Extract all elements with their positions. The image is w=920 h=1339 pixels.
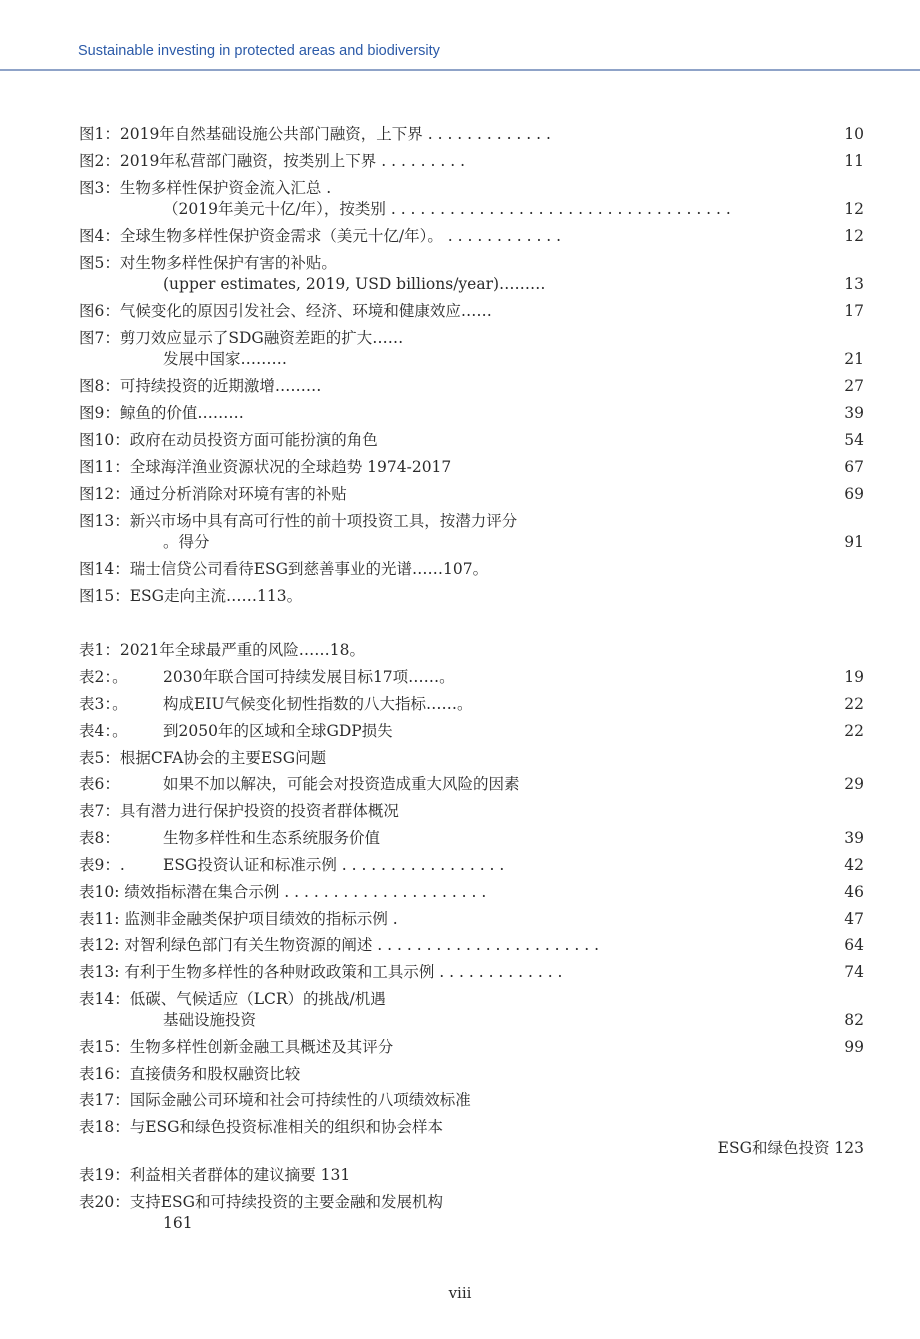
toc-entry-figure-13-cont[interactable] (163, 532, 864, 552)
toc-entry-continuation: 发展中国家……… (163, 350, 288, 368)
toc-page-number: 21 (844, 350, 864, 368)
toc-entry-figure-2[interactable] (79, 151, 864, 171)
toc-page-number: 12 (844, 227, 864, 245)
toc-entry-title: 图8：可持续投资的近期激增……… (79, 377, 322, 395)
toc-entry-title: 表4：。 (79, 722, 128, 740)
toc-entry-title: 图9：鲸鱼的价值……… (79, 404, 244, 422)
toc-page-number: 11 (844, 152, 864, 170)
toc-entry-table-9[interactable] (79, 855, 864, 875)
toc-entry-title: 图6：气候变化的原因引发社会、经济、环境和健康效应…… (79, 302, 492, 320)
toc-page-number: 10 (844, 125, 864, 143)
toc-page-number: 29 (844, 775, 864, 793)
toc-entry-title: 图7：剪刀效应显示了SDG融资差距的扩大…… (79, 329, 404, 347)
toc-entry-figure-8[interactable] (79, 376, 864, 396)
toc-entry-figure-3[interactable] (79, 178, 864, 198)
toc-entry-title: 图5：对生物多样性保护有害的补贴。 (79, 254, 337, 272)
toc-entry-title: 表12: 对智利绿色部门有关生物资源的阐述 . . . . . . . . . . . . . . . . . . . . . . . (79, 936, 600, 954)
toc-entry-table-20[interactable] (79, 1192, 864, 1212)
toc-entry-table-15[interactable] (79, 1037, 864, 1057)
toc-entry-continuation: 161 (163, 1214, 193, 1232)
toc-page-number: 13 (844, 275, 864, 293)
toc-entry-table-20-cont[interactable] (163, 1213, 864, 1233)
toc-page-number: 54 (844, 431, 864, 449)
header-title: Sustainable investing in protected areas and biodiversity (78, 43, 440, 59)
toc-page-number: 69 (844, 485, 864, 503)
toc-page-number: 46 (844, 883, 864, 901)
toc-entry-title: 表10: 绩效指标潜在集合示例 . . . . . . . . . . . . . . . . . . . . . (79, 883, 487, 901)
toc-entry-title: 表8： (79, 829, 120, 847)
toc-entry-table-19[interactable] (79, 1165, 864, 1185)
toc-entry-continuation: 生物多样性和生态系统服务价值 (163, 829, 381, 847)
toc-page-number: 64 (844, 936, 864, 954)
toc-entry-title: 图10：政府在动员投资方面可能扮演的角色 (79, 431, 378, 449)
toc-page-number: 74 (844, 963, 864, 981)
toc-page-number: 19 (844, 668, 864, 686)
toc-entry-title: 图14：瑞士信贷公司看待ESG到慈善事业的光谱……107。 (79, 560, 489, 578)
toc-page-number: 99 (844, 1038, 864, 1056)
toc-entry-title: 图13：新兴市场中具有高可行性的前十项投资工具，按潜力评分 (79, 512, 518, 530)
toc-entry-table-14[interactable] (79, 989, 864, 1009)
toc-entry-table-7[interactable] (79, 801, 864, 821)
toc-entry-title: 图12：通过分析消除对环境有害的补贴 (79, 485, 347, 503)
toc-entry-title: 表9：. (79, 856, 125, 874)
toc-entry-table-12[interactable] (79, 935, 864, 955)
toc-entry-continuation: 基础设施投资 (163, 1011, 257, 1029)
toc-entry-table-10[interactable] (79, 882, 864, 902)
toc-page-number: 39 (844, 404, 864, 422)
toc-entry-title: 表20：支持ESG和可持续投资的主要金融和发展机构 (79, 1193, 444, 1211)
toc-entry-title: 图2：2019年私营部门融资，按类别上下界 . . . . . . . . . (79, 152, 465, 170)
toc-entry-figure-12[interactable] (79, 484, 864, 504)
toc-entry-title: 表1：2021年全球最严重的风险……18。 (79, 641, 366, 659)
toc-page-number: 82 (844, 1011, 864, 1029)
toc-entry-table-4[interactable] (79, 721, 864, 741)
toc-entry-title: 表11: 监测非金融类保护项目绩效的指标示例 . (79, 910, 398, 928)
toc-page-number: 47 (844, 910, 864, 928)
toc-page-number: 39 (844, 829, 864, 847)
toc-entry-figure-5-cont[interactable] (163, 274, 864, 294)
toc-entry-title: 表7：具有潜力进行保护投资的投资者群体概况 (79, 802, 399, 820)
toc-entry-table-5[interactable] (79, 748, 864, 768)
toc-entry-title: 表5：根据CFA协会的主要ESG问题 (79, 749, 327, 767)
toc-entry-figure-3-cont[interactable] (163, 199, 864, 219)
toc-entry-figure-7[interactable] (79, 328, 864, 348)
toc-page-number: 17 (844, 302, 864, 320)
toc-entry-figure-5[interactable] (79, 253, 864, 273)
toc-page-number: 91 (844, 533, 864, 551)
toc-entry-title: 图3：生物多样性保护资金流入汇总 . (79, 179, 332, 197)
toc-entry-continuation: 2030年联合国可持续发展目标17项……。 (163, 668, 455, 686)
toc-entry-title: 图11：全球海洋渔业资源状况的全球趋势 1974-2017 (79, 458, 452, 476)
toc-entry-continuation: 。得分 (163, 533, 210, 551)
toc-entry-table-1[interactable] (79, 640, 864, 660)
toc-entry-figure-10[interactable] (79, 430, 864, 450)
toc-entry-figure-14[interactable] (79, 559, 864, 579)
toc-entry-title: 表17：国际金融公司环境和社会可持续性的八项绩效标准 (79, 1091, 471, 1109)
toc-entry-figure-1[interactable] (79, 124, 864, 144)
toc-entry-continuation: 到2050年的区域和全球GDP损失 (163, 722, 393, 740)
toc-entry-title: 表18：与ESG和绿色投资标准相关的组织和协会样本 (79, 1118, 444, 1136)
toc-entry-title: 图4：全球生物多样性保护资金需求（美元十亿/年）。 . . . . . . . . . . . . (79, 227, 562, 245)
toc-entry-title: 表2：。 (79, 668, 128, 686)
toc-entry-table-18-cont[interactable]: ESG和绿色投资 123 (717, 1139, 864, 1157)
toc-entry-continuation: (upper estimates, 2019, USD billions/year)……… (163, 275, 546, 293)
toc-entry-table-11[interactable] (79, 909, 864, 929)
toc-entry-figure-15[interactable] (79, 586, 864, 606)
toc-entry-table-13[interactable] (79, 962, 864, 982)
toc-entry-title: 表14：低碳、气候适应（LCR）的挑战/机遇 (79, 990, 386, 1008)
toc-entry-title: 图1：2019年自然基础设施公共部门融资，上下界 . . . . . . . . . . . . . (79, 125, 551, 143)
toc-entry-continuation: 构成EIU气候变化韧性指数的八大指标……。 (163, 695, 473, 713)
toc-entry-continuation: （2019年美元十亿/年），按类别 . . . . . . . . . . . . . . . . . . . . . . . . . . . . . . . . . . . (163, 200, 731, 218)
toc-entry-title: 图15：ESG走向主流……113。 (79, 587, 303, 605)
toc-entry-table-17[interactable] (79, 1090, 864, 1110)
toc-entry-title: 表6： (79, 775, 120, 793)
toc-entry-title: 表19：利益相关者群体的建议摘要 131 (79, 1166, 351, 1184)
toc-entry-title: 表16：直接债务和股权融资比较 (79, 1065, 301, 1083)
toc-entry-figure-7-cont[interactable] (163, 349, 864, 369)
toc-entry-figure-4[interactable] (79, 226, 864, 246)
toc-page-number: 67 (844, 458, 864, 476)
toc-page-number: 12 (844, 200, 864, 218)
toc-page-number: 27 (844, 377, 864, 395)
toc-entry-table-8[interactable] (79, 828, 864, 848)
toc-entry-title: 表3：。 (79, 695, 128, 713)
page-number: viii (448, 1284, 472, 1302)
toc-entry-figure-13[interactable] (79, 511, 864, 531)
toc-page-number: 22 (844, 695, 864, 713)
toc-entry-figure-6[interactable] (79, 301, 864, 321)
toc-entry-figure-9[interactable] (79, 403, 864, 423)
toc-entry-title: 表13: 有利于生物多样性的各种财政政策和工具示例 . . . . . . . . . . . . . (79, 963, 563, 981)
toc-entry-table-16[interactable] (79, 1064, 864, 1084)
toc-entry-continuation: ESG投资认证和标准示例 . . . . . . . . . . . . . . . . . (163, 856, 505, 874)
toc-entry-figure-11[interactable] (79, 457, 864, 477)
toc-entry-table-2[interactable] (79, 667, 864, 687)
toc-entry-table-18[interactable] (79, 1117, 864, 1137)
toc-entry-continuation: 如果不加以解决，可能会对投资造成重大风险的因素 (163, 775, 520, 793)
toc-page-number: 42 (844, 856, 864, 874)
toc-entry-table-6[interactable] (79, 774, 864, 794)
toc-entry-title: 表15：生物多样性创新金融工具概述及其评分 (79, 1038, 394, 1056)
toc-page-number: 22 (844, 722, 864, 740)
toc-entry-table-3[interactable] (79, 694, 864, 714)
toc-entry-table-14-cont[interactable] (163, 1010, 864, 1030)
